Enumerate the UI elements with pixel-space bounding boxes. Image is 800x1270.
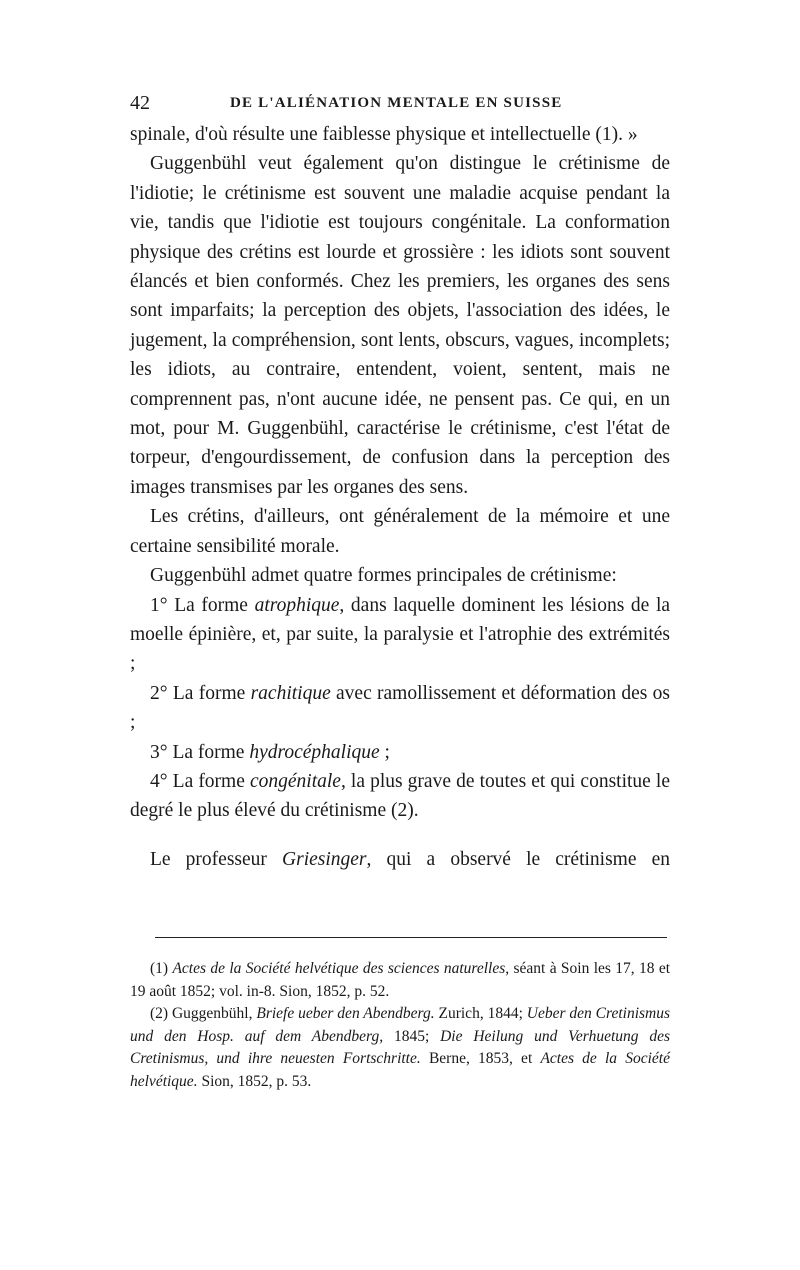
paragraph-quatre-formes: Guggenbühl admet quatre formes principales de crétinisme: [150, 565, 617, 587]
form-term: rachitique [250, 682, 331, 704]
form-item-congenitale: 4° La forme congénitale, la plus grave de toutes et qui constitue le degré le plus élevé du crétinisme (2). [130, 770, 670, 822]
footnote-divider [155, 937, 667, 938]
form-term: congénitale [249, 770, 341, 792]
form-item-atrophique: 1° La forme atrophique, dans laquelle dominent les lésions de la moelle épinière, et, par suite, la paralysie et l'atrophie des extrémités ; [130, 594, 671, 675]
person-name: Griesinger [282, 848, 367, 870]
running-title: DE L'ALIÉNATION MENTALE EN SUISSE [230, 95, 563, 111]
footnotes [130, 958, 670, 1093]
form-term: hydrocéphalique [249, 741, 380, 763]
running-head [130, 92, 670, 120]
footnote-1: (1) Actes de la Société helvétique des sciences naturelles, séant à Soin les 17, 18 et 19 août 1852; vol. in-8. Sion, 1852, p. 52. [130, 960, 671, 1000]
paragraph-cretins-memoire: Les crétins, d'ailleurs, ont généralement de la mémoire et une certaine sensibilité morale. [130, 506, 670, 557]
paragraph-continuation: spinale, d'où résulte une faiblesse physique et intellectuelle (1). » [130, 124, 638, 145]
paragraph-idiotie: Guggenbühl veut également qu'on distingue le crétinisme de l'idiotie; le crétinisme est souvent une maladie acquise pendant la vie, tandis que l'idiotie est toujours congénitale. La conformation physique des crétins est lourde et grossière : les idiots sont souvent élancés et bien conformés. Chez les premiers, les organes des sens sont imparfaits; la perception des objets, l'association des idées, le jugement, la compréhension, sont lents, obscurs, vagues, incomplets; les idiots, au contraire, entendent, voient, sentent, mais ne comprennent pas, n'ont aucune idée, ne pensent pas. Ce qui, en un mot, pour M. Guggenbühl, caractérise le crétinisme, c'est l'état de torpeur, d'engourdissement, de confusion dans la perception des images transmises par les organes des sens. [130, 153, 670, 498]
form-term: atrophique [254, 594, 340, 616]
page-number: 42 [130, 92, 150, 114]
form-number: 4° [150, 770, 168, 792]
footnote-2: (2) Guggenbühl, Briefe ueber den Abendberg. Zurich, 1844; Ueber den Cretinismus und den Hosp. auf dem Abendberg, 1845; Die Heilung und Verhuetung des Cretinismus, und ihre neuesten Fortschritte. Berne, 1853, et Actes de la Société helvétique. Sion, 1852, p. 53. [130, 1005, 671, 1090]
paragraph-griesinger: Le professeur Griesinger, qui a observé le crétinisme en [150, 848, 670, 870]
form-number: 1° [150, 594, 168, 616]
body-text [130, 120, 670, 874]
footnote-mark: (1) [150, 960, 169, 977]
footnote-mark: (2) [150, 1005, 169, 1022]
form-item-hydrocephalique: 3° La forme hydrocéphalique ; [150, 741, 390, 763]
form-item-rachitique: 2° La forme rachitique avec ramollissement et déformation des os ; [130, 682, 671, 734]
form-number: 3° [150, 741, 168, 763]
form-number: 2° [150, 682, 168, 704]
